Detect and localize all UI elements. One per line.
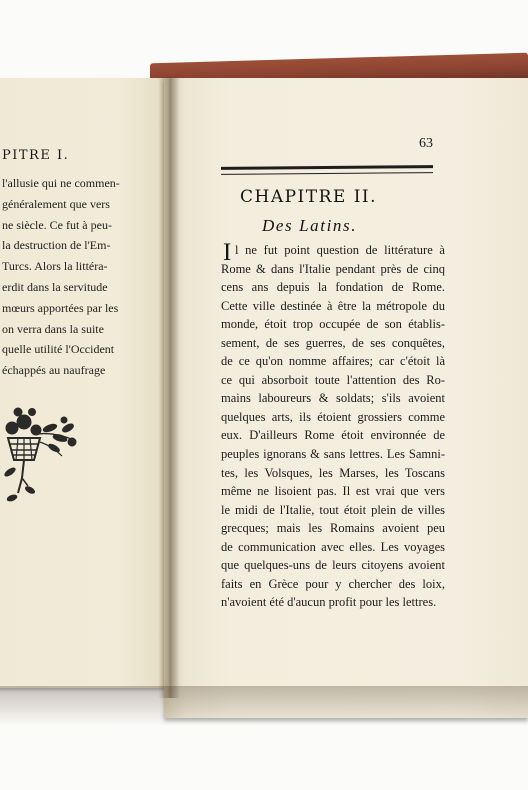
chapter-title: CHAPITRE II. [240,187,378,207]
left-running-head: PITRE I. [2,148,70,163]
text-line: n'avoient été d'aucun profit pour les lettres. [221,595,437,610]
floral-ornament-icon [0,398,88,508]
text-line: même ne lisoient pas. Il est vrai que vers [221,484,445,499]
text-line: cens ans depuis la fondation de Rome. [221,280,445,295]
text-line: mœurs apportées par les [2,300,119,315]
text-line: Turcs. Alors la littéra- [2,259,108,274]
text-line: de ce qu'on nomme affaires; car c'étoit là [221,354,445,369]
text-line: quelle utilité l'Occident [2,342,115,357]
drop-cap: I [223,239,232,266]
section-title: Des Latins. [262,216,358,235]
text-line: mains laboureurs & soldats; s'ils avoient [221,391,445,406]
text-line: sement, de ses guerres, de ses conquêtes, [221,335,445,350]
text-line: la destruction de l'Em- [2,238,111,253]
text-line: eux. D'ailleurs Rome étoit environnée de [221,428,445,443]
text-line: tes, les Volsques, les Marses, les Toscans [221,465,445,480]
text-line: monde, étoit trop occupée de son établis- [221,317,445,332]
text-line: échappés au naufrage [2,363,106,378]
right-page-text [221,243,445,614]
text-line: généralement que vers [2,196,110,211]
text-line: le midi de l'Italie, tout étoit plein de villes [221,502,445,517]
left-page [0,78,172,688]
text-line: que quelques-uns de leurs citoyens avoient [221,558,445,573]
text-line: quelques arts, ils étoient grossiers comme [221,409,445,424]
text-line: Cette ville destinée à être la métropole du [221,298,445,313]
text-line: peuples ignorans & sans lettres. Les Samni- [221,447,445,462]
text-line: grecques; mais les Romains avoient peu [221,521,445,536]
text-line: de communication avec elles. Les voyages [221,539,445,554]
text-line: Rome & dans l'Italie pendant près de cinq [221,261,445,276]
book-shadow [0,686,528,726]
left-page-text [2,176,120,384]
text-line: ce qui absorboit toute l'attention des Ro- [221,372,445,387]
text-line: l ne fut point question de littérature à [235,243,445,257]
text-line: on verra dans la suite [2,321,104,336]
text-line: ne siècle. Ce fut à peu- [2,217,112,232]
text-line: l'allusie qui ne commen- [2,176,120,190]
text-line: erdit dans la servitude [2,279,108,294]
page-number: 63 [419,136,433,151]
text-line: faits en Grèce pour y chercher des loix, [221,576,445,591]
book-gutter [158,78,180,698]
